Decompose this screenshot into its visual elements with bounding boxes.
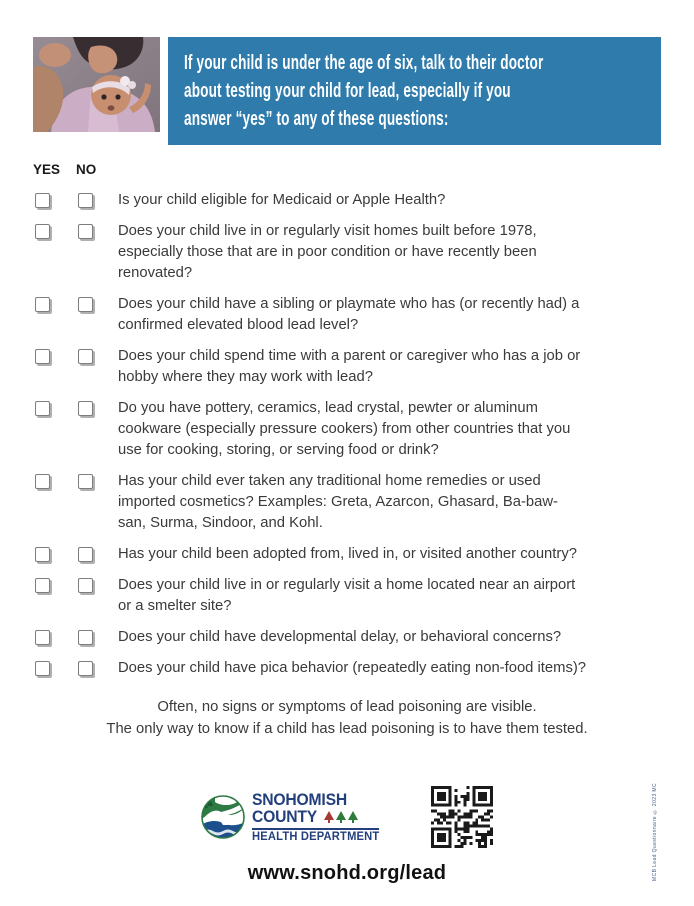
question-row [35, 658, 694, 679]
question-text [118, 346, 580, 388]
question-line: confirmed elevated blood lead level? [118, 317, 359, 333]
yes-checkbox[interactable] [35, 661, 50, 676]
logo-department-name: HEALTH DEPARTMENT [252, 828, 379, 843]
question-line: Does your child live in or regularly visit homes built before 1978, [118, 223, 537, 239]
question-line: especially those that are in poor condition or have recently been [118, 244, 537, 260]
question-text [118, 398, 570, 461]
question-line: renovated? [118, 265, 193, 281]
question-line: san, Surma, Sindoor, and Kohl. [118, 515, 323, 531]
header [0, 0, 694, 145]
mother-baby-photo-illustration [33, 37, 160, 132]
health-department-logo [201, 792, 383, 843]
yes-checkbox[interactable] [35, 578, 50, 593]
no-checkbox[interactable] [78, 349, 93, 364]
question-row [35, 627, 694, 648]
question-line: Does your child have pica behavior (repeatedly eating non-food items)? [118, 660, 587, 676]
question-line: Does your child have a sibling or playmate who has (or recently had) a [118, 296, 580, 312]
yes-no-header [0, 145, 694, 177]
closing-statement [0, 696, 694, 740]
question-line: Does your child have developmental delay, or behavioral concerns? [118, 629, 562, 645]
yes-column-label: YES [33, 162, 61, 177]
question-row [35, 294, 694, 336]
question-row [35, 190, 694, 211]
question-row [35, 346, 694, 388]
question-row [35, 544, 694, 565]
no-column-label: NO [76, 162, 97, 177]
question-text [118, 190, 445, 211]
yes-checkbox[interactable] [35, 401, 50, 416]
no-checkbox[interactable] [78, 401, 93, 416]
question-line: imported cosmetics? Examples: Greta, Azarcon, Ghasard, Ba-baw- [118, 494, 558, 510]
banner-title [184, 49, 645, 133]
question-line: use for cooking, storing, or serving food or drink? [118, 442, 439, 458]
question-text [118, 627, 561, 648]
question-row [35, 471, 694, 534]
yes-checkbox[interactable] [35, 349, 50, 364]
question-line: cookware (especially pressure cookers) from other countries that you [118, 421, 571, 437]
question-row [35, 575, 694, 617]
qr-code [431, 786, 493, 848]
question-line: Is your child eligible for Medicaid or Apple Health? [118, 192, 446, 208]
no-checkbox[interactable] [78, 474, 93, 489]
question-line: Has your child ever taken any traditional home remedies or used [118, 473, 541, 489]
question-text [118, 471, 558, 534]
yes-checkbox[interactable] [35, 224, 50, 239]
question-line: Does your child spend time with a parent or caregiver who has a job or [118, 348, 581, 364]
trees-icon [324, 811, 358, 824]
question-line: Do you have pottery, ceramics, lead crystal, pewter or aluminum [118, 400, 538, 416]
question-line: Has your child been adopted from, lived in, or visited another country? [118, 546, 577, 562]
yes-checkbox[interactable] [35, 474, 50, 489]
question-line: Does your child live in or regularly visit a home located near an airport [118, 577, 576, 593]
county-seal-icon [201, 795, 245, 839]
question-text [118, 544, 577, 565]
logo-county-name: SNOHOMISH [251, 790, 347, 809]
yes-checkbox[interactable] [35, 297, 50, 312]
no-checkbox[interactable] [78, 297, 93, 312]
no-checkbox[interactable] [78, 547, 93, 562]
yes-checkbox[interactable] [35, 547, 50, 562]
website-url[interactable]: www.snohd.org/lead [247, 862, 447, 884]
no-checkbox[interactable] [78, 661, 93, 676]
closing-line: Often, no signs or symptoms of lead poisoning are visible. [157, 699, 537, 715]
footer [0, 786, 694, 848]
no-checkbox[interactable] [78, 224, 93, 239]
banner-title-line: answer “yes” to any of these questions: [184, 108, 449, 130]
question-line: hobby where they may work with lead? [118, 369, 373, 385]
header-banner [168, 37, 661, 145]
banner-title-line: about testing your child for lead, especially if you [184, 80, 511, 102]
yes-checkbox[interactable] [35, 630, 50, 645]
question-list [0, 177, 694, 679]
closing-line: The only way to know if a child has lead poisoning is to have them tested. [106, 721, 588, 737]
question-row [35, 398, 694, 461]
question-text [118, 221, 537, 284]
banner-title-line: If your child is under the age of six, talk to their doctor [184, 52, 544, 74]
no-checkbox[interactable] [78, 578, 93, 593]
no-checkbox[interactable] [78, 193, 93, 208]
logo-text [252, 792, 383, 843]
question-text [118, 658, 586, 679]
question-text [118, 575, 575, 617]
logo-county-word: COUNTY [251, 807, 317, 826]
document-credit-vertical-text: MCB Lead Questionnaire © 2023 MC [652, 782, 658, 881]
question-row [35, 221, 694, 284]
yes-checkbox[interactable] [35, 193, 50, 208]
question-text [118, 294, 579, 336]
no-checkbox[interactable] [78, 630, 93, 645]
question-line: or a smelter site? [118, 598, 232, 614]
mother-baby-photo [33, 37, 160, 132]
